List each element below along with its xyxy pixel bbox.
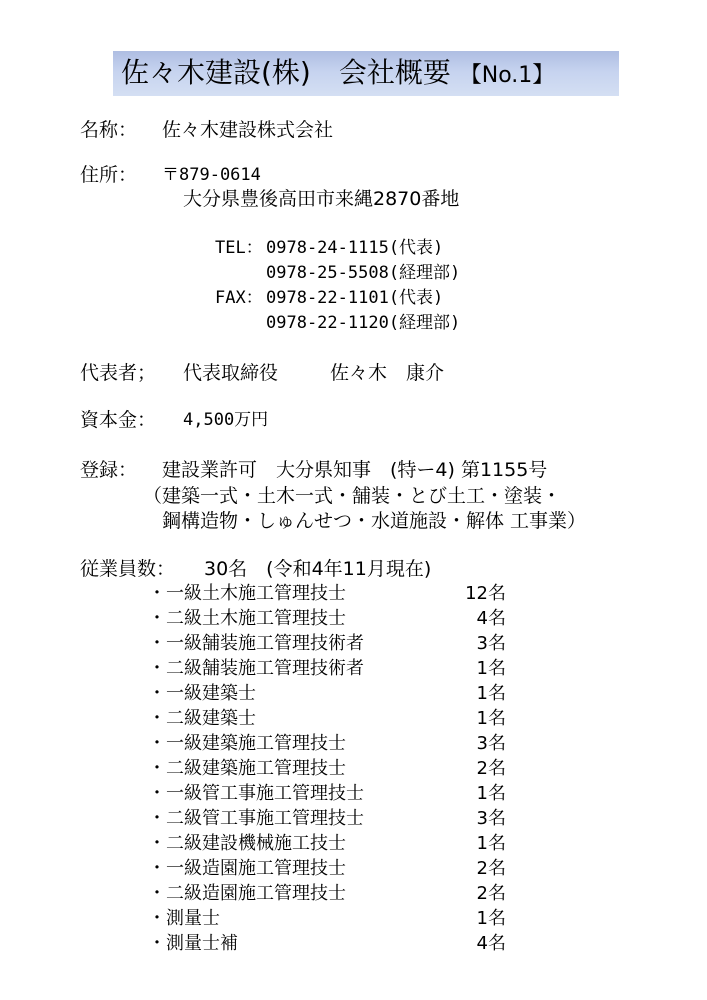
list-item-count: 2名 bbox=[476, 858, 506, 879]
list-item-count: 1名 bbox=[476, 658, 506, 679]
list-item: ・二級管工事施工管理技士 bbox=[148, 808, 364, 829]
employees-label: 従業員数： bbox=[80, 558, 176, 580]
list-item-count: 3名 bbox=[476, 633, 506, 654]
list-item-count: 3名 bbox=[476, 733, 506, 754]
list-item-count: 2名 bbox=[476, 758, 506, 779]
employees-value: 30名 (令和4年11月現在) bbox=[204, 558, 432, 580]
list-item-count: 12名 bbox=[465, 583, 506, 604]
list-item: ・一級建築士 bbox=[148, 683, 256, 704]
list-item-count: 1名 bbox=[476, 908, 506, 929]
list-item: ・二級土木施工管理技士 bbox=[148, 608, 346, 629]
fax-main: 0978-22-1101(代表) bbox=[266, 288, 444, 308]
tel-main: 0978-24-1115(代表) bbox=[266, 238, 444, 258]
list-item: ・二級建築士 bbox=[148, 708, 256, 729]
registration-scope-2: 鋼構造物・しゅんせつ・水道施設・解体 工事業） bbox=[162, 510, 587, 532]
representative-name: 佐々木 康介 bbox=[330, 362, 445, 384]
list-item-count: 1名 bbox=[476, 833, 506, 854]
representative-label: 代表者； bbox=[80, 362, 157, 384]
page-number: 【No.1】 bbox=[459, 63, 555, 88]
list-item: ・一級舗装施工管理技術者 bbox=[148, 633, 364, 654]
address-label: 住所： bbox=[80, 164, 138, 186]
list-item: ・一級建築施工管理技士 bbox=[148, 733, 346, 754]
list-item-count: 3名 bbox=[476, 808, 506, 829]
page-title bbox=[121, 54, 554, 95]
title-text: 佐々木建設(株) 会社概要 bbox=[121, 56, 451, 89]
list-item: ・二級造園施工管理技士 bbox=[148, 883, 346, 904]
postal-code: 〒879-0614 bbox=[162, 165, 261, 185]
list-item-count: 2名 bbox=[476, 883, 506, 904]
list-item-count: 4名 bbox=[476, 608, 506, 629]
registration-scope-1: （建築一式・土木一式・舗装・とび土工・塗装・ bbox=[143, 485, 562, 507]
list-item-count: 1名 bbox=[476, 683, 506, 704]
registration-label: 登録： bbox=[80, 459, 138, 481]
name-label: 名称： bbox=[80, 119, 138, 141]
capital-label: 資本金： bbox=[80, 409, 157, 431]
list-item: ・一級管工事施工管理技士 bbox=[148, 783, 364, 804]
list-item: ・二級建築施工管理技士 bbox=[148, 758, 346, 779]
list-item-count: 1名 bbox=[476, 783, 506, 804]
tel-label: TEL： bbox=[215, 238, 263, 258]
list-item: ・一級造園施工管理技士 bbox=[148, 858, 346, 879]
fax-accounting: 0978-22-1120(経理部) bbox=[266, 313, 461, 333]
list-item: ・測量士 bbox=[148, 908, 220, 929]
title-banner bbox=[113, 51, 619, 96]
registration-license: 建設業許可 大分県知事 (特ー4) 第1155号 bbox=[162, 459, 548, 481]
list-item: ・一級土木施工管理技士 bbox=[148, 583, 346, 604]
fax-label: FAX： bbox=[215, 288, 263, 308]
list-item-count: 1名 bbox=[476, 708, 506, 729]
list-item: ・二級舗装施工管理技術者 bbox=[148, 658, 364, 679]
capital-value: 4,500万円 bbox=[183, 410, 269, 430]
tel-accounting: 0978-25-5508(経理部) bbox=[266, 263, 461, 283]
list-item-count: 4名 bbox=[476, 933, 506, 954]
list-item: ・二級建設機械施工技士 bbox=[148, 833, 346, 854]
representative-title: 代表取締役 bbox=[183, 362, 279, 384]
address-text: 大分県豊後高田市来縄2870番地 bbox=[183, 188, 460, 210]
list-item: ・測量士補 bbox=[148, 933, 238, 954]
company-name: 佐々木建設株式会社 bbox=[162, 119, 334, 141]
